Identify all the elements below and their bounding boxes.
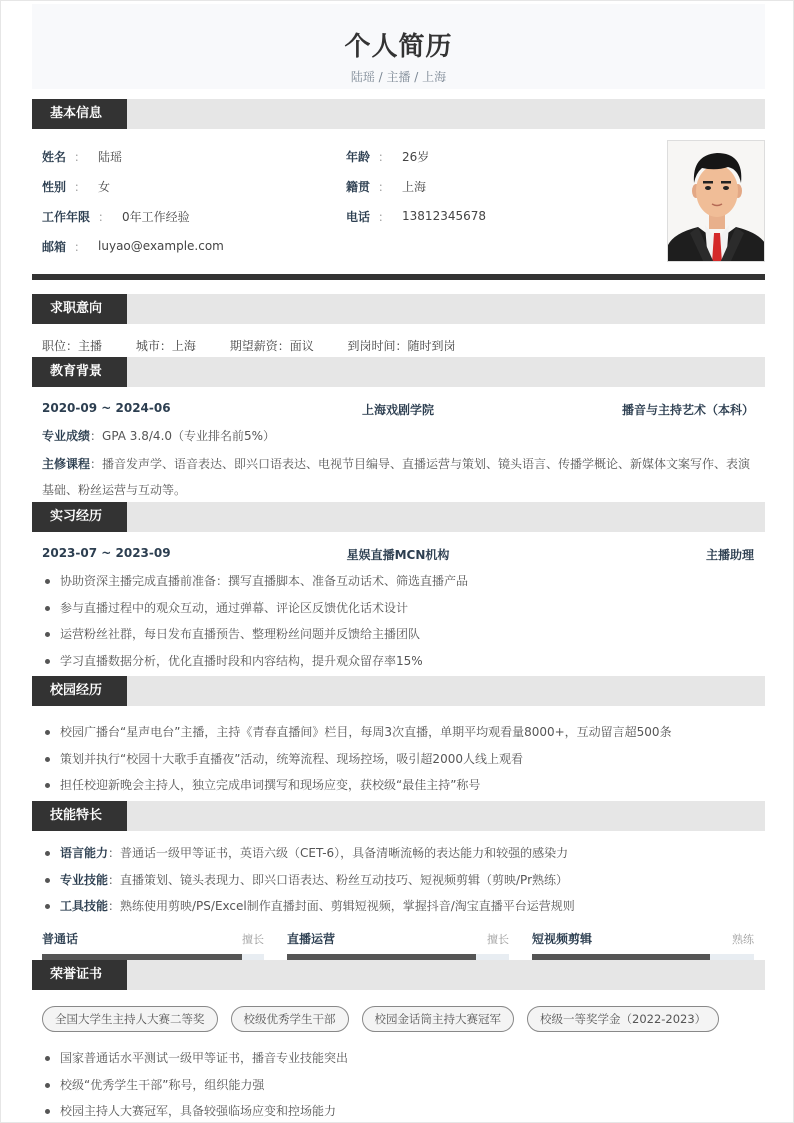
courses-value: ：播音发声学、语音表达、即兴口语表达、电视节目编导、直播运营与策划、镜头语言、传播学概论、新媒体文案写作、表演基础、粉丝运营与互动等。 [42, 457, 751, 497]
info-colon: ： [74, 149, 87, 164]
skill-bar-level: 熟练 [732, 933, 754, 946]
section-header-honors [32, 960, 765, 990]
list-item: 担任校迎新晚会主持人，独立完成串词撰写和现场应变，获校级“最佳主持”称号 [42, 772, 757, 799]
gpa-value: ：GPA 3.8/4.0（专业排名前5%） [90, 429, 276, 443]
info-hometown [346, 176, 426, 196]
skill-text: ：普通话一级甲等证书，英语六级（CET-6），具备清晰流畅的表达能力和较强的感染力 [108, 846, 569, 860]
info-name [42, 146, 122, 166]
honor-tag: 校级一等奖学金（2022-2023） [527, 1006, 719, 1032]
info-value: 26岁 [402, 149, 430, 164]
info-value: 上海 [402, 179, 427, 194]
info-label: 性别 [42, 179, 67, 194]
list-item [42, 867, 757, 894]
page-subtitle: 陆瑶 / 主播 / 上海 [350, 70, 447, 84]
info-value: 陆瑶 [98, 149, 123, 164]
resume-header [32, 4, 765, 89]
list-item [42, 840, 757, 867]
skill-bar-name: 短视频剪辑 [532, 932, 593, 946]
info-label: 籍贯 [346, 179, 371, 194]
skill-text: ：熟练使用剪映/PS/Excel制作直播封面、剪辑短视频，掌握抖音/淘宝直播平台运营规则 [108, 899, 575, 913]
skills-list [42, 840, 757, 920]
avatar-photo-icon [668, 141, 765, 262]
gpa-label: 专业成绩 [42, 429, 91, 443]
skill-bar-live-ops [287, 930, 509, 960]
honor-tag: 校级优秀学生干部 [231, 1006, 349, 1032]
education-major: 播音与主持艺术（本科） [621, 403, 754, 417]
info-experience [42, 206, 190, 226]
internship-company: 星娱直播MCN机构 [346, 548, 450, 562]
skill-label: 语言能力 [60, 846, 109, 860]
skill-label: 工具技能 [60, 899, 109, 913]
info-colon: ： [378, 179, 391, 194]
info-value: 女 [98, 179, 111, 194]
skill-bar-name: 普通话 [42, 932, 79, 946]
avatar [667, 140, 765, 262]
list-item: 协助资深主播完成直播前准备：撰写直播脚本、准备互动话术、筛选直播产品 [42, 568, 757, 595]
info-colon: ： [378, 209, 391, 224]
internship-role: 主播助理 [705, 548, 754, 562]
internship-list [42, 568, 757, 674]
section-title: 技能特长 [32, 801, 127, 831]
section-header-intent [32, 294, 765, 324]
skill-bar-name: 直播运营 [287, 932, 336, 946]
section-header-campus [32, 676, 765, 706]
honor-tag: 校园金话筒主持大赛冠军 [362, 1006, 515, 1032]
info-label: 年龄 [346, 149, 371, 164]
section-title: 实习经历 [32, 502, 127, 532]
education-gpa [42, 423, 757, 449]
list-item: 参与直播过程中的观众互动，通过弹幕、评论区反馈优化话术设计 [42, 595, 757, 622]
list-item: 校园主持人大赛冠军，具备较强临场应变和控场能力 [42, 1098, 757, 1123]
skill-bar-video-editing [532, 930, 754, 960]
skill-bars [42, 930, 754, 960]
section-title: 基本信息 [32, 99, 127, 129]
info-colon: ： [98, 209, 111, 224]
internship-period: 2023-07 ~ 2023-09 [42, 546, 171, 560]
skill-bar-level: 擅长 [242, 933, 264, 946]
info-label: 姓名 [42, 149, 67, 164]
education-entry-header [42, 401, 754, 418]
intent-city: 城市：上海 [135, 339, 196, 353]
honors-list [42, 1045, 757, 1123]
education-school: 上海戏剧学院 [361, 403, 434, 417]
section-title: 校园经历 [32, 676, 127, 706]
intent-availability: 到岗时间：随时到岗 [347, 339, 456, 353]
info-value: luyao@example.com [98, 239, 224, 253]
courses-label: 主修课程 [42, 457, 91, 471]
list-item: 策划并执行“校园十大歌手直播夜”活动，统筹流程、现场控场，吸引超2000人线上观看 [42, 746, 757, 773]
section-header-skills [32, 801, 765, 831]
info-value: 0年工作经验 [122, 209, 190, 224]
internship-entry-header [42, 546, 754, 563]
skill-bar-mandarin [42, 930, 264, 960]
info-age [346, 146, 429, 166]
info-label: 邮箱 [42, 239, 67, 254]
section-header-basic [32, 99, 765, 129]
info-colon: ： [74, 179, 87, 194]
info-colon: ： [74, 239, 87, 254]
education-courses [42, 451, 757, 503]
info-label: 电话 [346, 209, 371, 224]
list-item: 校级“优秀学生干部”称号，组织能力强 [42, 1072, 757, 1099]
list-item: 运营粉丝社群，每日发布直播预告、整理粉丝问题并反馈给主播团队 [42, 621, 757, 648]
section-title: 荣誉证书 [32, 960, 127, 990]
skill-bar-level: 擅长 [487, 933, 509, 946]
skill-label: 专业技能 [60, 872, 109, 887]
list-item: 国家普通话水平测试一级甲等证书，播音专业技能突出 [42, 1045, 757, 1072]
info-value: 13812345678 [402, 209, 487, 223]
info-colon: ： [378, 149, 391, 164]
section-divider [32, 274, 765, 280]
intent-position: 职位：主播 [42, 339, 103, 353]
info-email [42, 236, 224, 256]
info-gender [42, 176, 110, 196]
list-item: 校园广播台“星声电台”主播，主持《青春直播间》栏目，每周3次直播，单期平均观看量8000+，互动留言超500条 [42, 719, 757, 746]
honor-tag: 全国大学生主持人大赛二等奖 [42, 1006, 218, 1032]
info-label: 工作年限 [42, 209, 91, 224]
list-item: 学习直播数据分析，优化直播时段和内容结构，提升观众留存率15% [42, 648, 757, 675]
campus-list [42, 719, 757, 799]
list-item [42, 893, 757, 920]
job-intent-row [42, 337, 486, 354]
skill-text: ：直播策划、镜头表现力、即兴口语表达、粉丝互动技巧、短视频剪辑（剪映/Pr熟练） [108, 872, 569, 887]
education-period: 2020-09 ~ 2024-06 [42, 401, 171, 415]
section-header-internship [32, 502, 765, 532]
page-title: 个人简历 [344, 32, 453, 62]
info-phone [346, 206, 486, 226]
section-title: 教育背景 [32, 357, 127, 387]
section-header-education [32, 357, 765, 387]
intent-salary: 期望薪资：面议 [229, 339, 314, 353]
section-title: 求职意向 [32, 294, 127, 324]
honor-tags [42, 1006, 719, 1032]
